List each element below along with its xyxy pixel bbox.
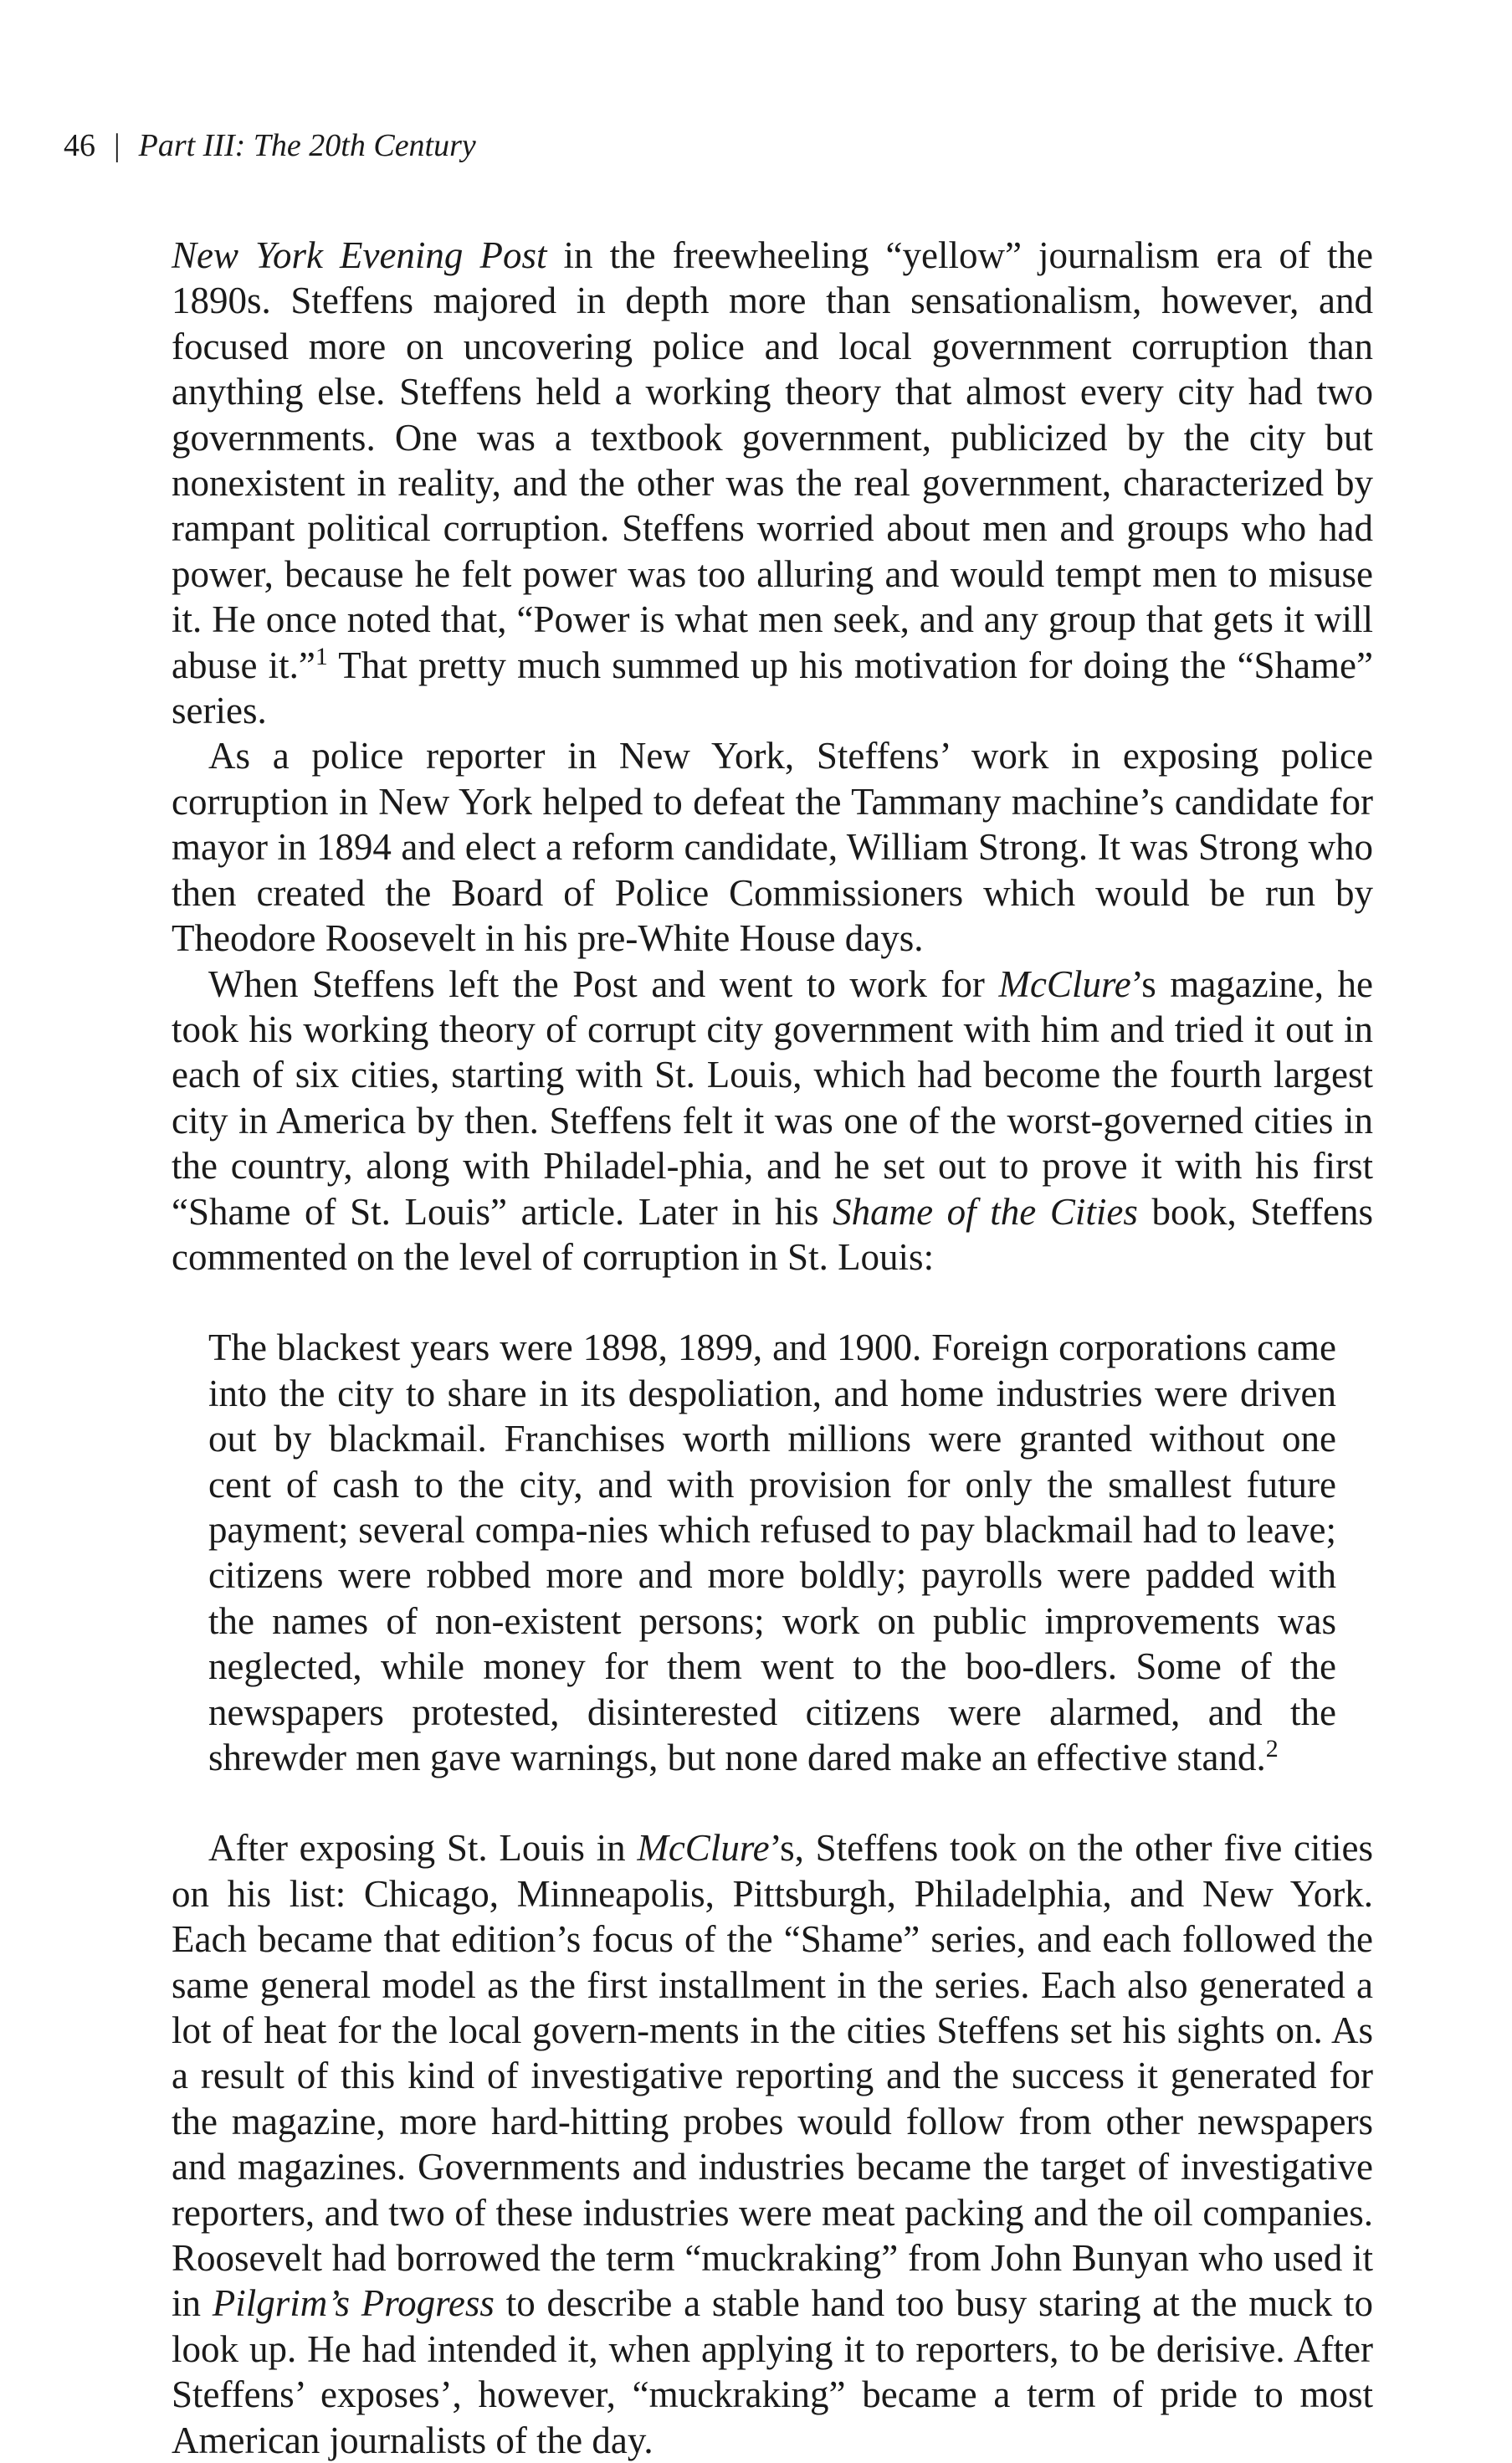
book-title-2: Pilgrim’s Progress xyxy=(212,2282,495,2325)
paragraph-3-text-b: ’s magazine, he took his working theory of corrupt city government with him and tried it out in each of six cities, starting with St. Louis, which had become the fourth largest city in America by then. Steffens felt it was one of the worst-governed cities in the country, along with Philadel-phia, and he set out to prove it with his first “Shame of St. Louis” article. Later in his xyxy=(172,962,1373,1233)
footnote-ref-1: 1 xyxy=(315,642,328,670)
paragraph-3-text-a: When Steffens left the Post and went to work for xyxy=(208,962,999,1005)
paragraph-1-text-after: That pretty much summed up his motivation for doing the “Shame” series. xyxy=(172,644,1374,732)
paragraph-2: As a police reporter in New York, Steffens’ work in exposing police corruption in New York helped to defeat the Tammany machine’s candidate for mayor in 1894 and elect a reform candidate, William Strong. It was Strong who then created the Board of Police Commissioners which would be run by Theodore Roosevelt in his pre-White House days. xyxy=(172,735,1373,960)
magazine-title: McClure xyxy=(998,962,1131,1005)
body-text xyxy=(172,233,1373,2463)
book-title: Shame of the Cities xyxy=(833,1190,1138,1233)
newspaper-title: New York Evening Post xyxy=(172,234,547,276)
page-number: 46 xyxy=(64,128,95,163)
paragraph-4-text-b: ’s, Steffens took on the other five cities on his list: Chicago, Minneapolis, Pittsburgh, Philadelphia, and New York. Each became that edition’s focus of the “Shame” series, and each followed the same general model as the first installment in the series. Each also generated a lot of heat for the local govern-ments in the cities Steffens set his sights on. As a result of this kind of investigative reporting and the success it generated for the magazine, more hard-hitting probes would follow from other newspapers and magazines. Governments and industries became the target of investigative reporters, and two of these industries were meat packing and the oil companies. Roosevelt had borrowed the term “muckraking” from John Bunyan who used it in xyxy=(172,1827,1373,2325)
paragraph-3-text-c: book, Steffens commented on the level of corruption in St. Louis: xyxy=(172,1190,1373,1278)
magazine-title-2: McClure xyxy=(637,1827,770,1870)
paragraph-1 xyxy=(172,233,1373,733)
paragraph-3 xyxy=(172,962,1373,1280)
paragraph-4-text-a: After exposing St. Louis in xyxy=(208,1827,638,1870)
header-separator: | xyxy=(114,128,120,163)
block-quote xyxy=(172,1325,1373,1780)
paragraph-4 xyxy=(172,1825,1373,2463)
running-head xyxy=(64,126,476,166)
paragraph-1-text: in the freewheeling “yellow” journalism era of the 1890s. Steffens majored in depth more than sensationalism, however, and focused more on uncovering police and local government corruption than anything else. Steffens held a working theory that almost every city had two governments. One was a textbook government, publicized by the city but nonexistent in reality, and the other was the real government, characterized by rampant political corruption. Steffens worried about men and groups who had power, because he felt power was too alluring and would tempt men to misuse it. He once noted that, “Power is what men seek, and any group that gets it will abuse it.” xyxy=(172,234,1373,686)
section-title: Part III: The 20th Century xyxy=(138,128,476,163)
block-quote-text: The blackest years were 1898, 1899, and 1900. Foreign corporations came into the city to share in its despoliation, and home industries were driven out by blackmail. Franchises worth millions were granted without one cent of cash to the city, and with provision for only the smallest future payment; several compa-nies which refused to pay blackmail had to leave; citizens were robbed more and more boldly; payrolls were padded with the names of non-existent persons; work on public improvements was neglected, while money for them went to the boo-dlers. Some of the newspapers protested, disinterested citizens were alarmed, and the shrewder men gave warnings, but none dared make an effective stand. xyxy=(208,1326,1336,1778)
paragraph-4-text-c: to describe a stable hand too busy staring at the muck to look up. He had intended it, when applying it to reporters, to be derisive. After Steffens’ exposes’, however, “muckraking” became a term of pride to most American journalists of the day. xyxy=(172,2282,1373,2461)
footnote-ref-2: 2 xyxy=(1265,1735,1279,1763)
